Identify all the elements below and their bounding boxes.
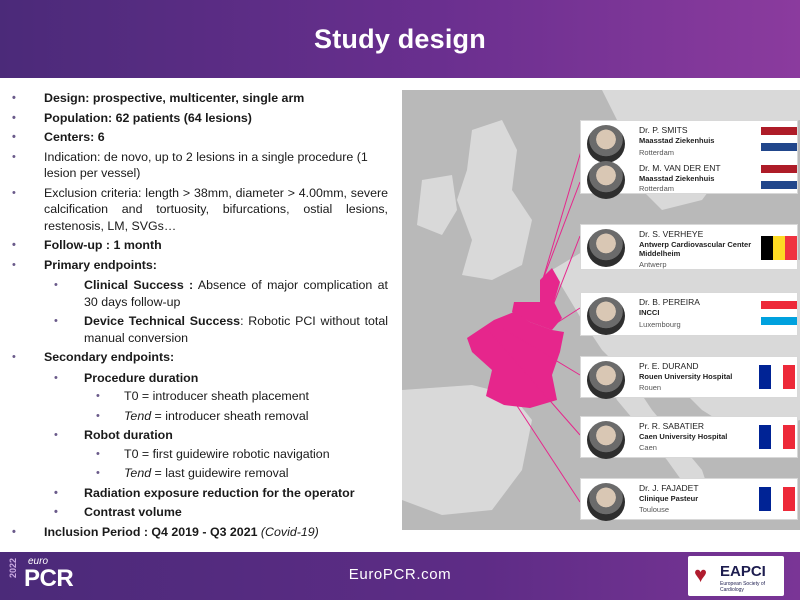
bullet-inclusion bbox=[8, 524, 388, 541]
city: Antwerp bbox=[639, 260, 667, 269]
device-label: Device Technical Success bbox=[84, 314, 241, 328]
robot-duration-label: Robot duration bbox=[84, 428, 173, 442]
investigator-photo bbox=[587, 229, 625, 267]
luxembourg-flag bbox=[761, 301, 797, 325]
bullet-exclusion: • Exclusion criteria: length > 38mm, diameter > 4.00mm, severe calcification and tortuosity, bifurcations, ostial lesions, restenosis, LM, SVGs… bbox=[8, 185, 388, 235]
city: Toulouse bbox=[639, 505, 670, 514]
city: Luxembourg bbox=[639, 320, 681, 329]
city: Rouen bbox=[639, 383, 662, 392]
sub-robot-duration bbox=[44, 427, 388, 482]
sub-device-success bbox=[44, 313, 388, 346]
slide-title: Study design bbox=[314, 23, 486, 54]
inclusion-text: Inclusion Period : Q4 2019 - Q3 2021 bbox=[44, 524, 261, 539]
investigator-name: Dr. B. PEREIRA bbox=[639, 297, 700, 307]
center-card-antwerp bbox=[580, 224, 798, 270]
t0-robot: • T0 = first guidewire robotic navigation bbox=[84, 446, 388, 463]
investigator-photo bbox=[587, 361, 625, 399]
clinical-text: Absence of major complication at 30 days follow-up bbox=[84, 278, 388, 309]
tend-label: Tend bbox=[124, 466, 152, 480]
france-flag bbox=[759, 425, 795, 449]
footer-url[interactable]: EuroPCR.com bbox=[348, 566, 452, 583]
inclusion-note: (Covid-19) bbox=[260, 524, 319, 539]
investigator-name: Dr. M. VAN DER ENT bbox=[639, 163, 721, 173]
eapci-logo bbox=[688, 556, 784, 596]
france-flag bbox=[759, 365, 795, 389]
investigator-photo bbox=[587, 297, 625, 335]
tend-introducer-text: = introducer sheath removal bbox=[151, 408, 309, 423]
institution: Clinique Pasteur bbox=[639, 494, 699, 503]
europcr-logo: PCR bbox=[24, 565, 74, 592]
bullet-population: • Population: 62 patients (64 lesions) bbox=[8, 110, 388, 127]
institution: Rouen University Hospital bbox=[639, 372, 733, 381]
center-card-luxembourg bbox=[580, 292, 798, 336]
study-design-list bbox=[8, 90, 388, 543]
france-flag bbox=[759, 487, 795, 511]
investigator-photo bbox=[587, 161, 625, 199]
secondary-heading: Secondary endpoints: bbox=[44, 350, 175, 364]
sub-contrast: • Contrast volume bbox=[44, 504, 388, 521]
title-bar bbox=[0, 0, 800, 78]
land-uk bbox=[457, 120, 532, 280]
investigator-name: Dr. S. VERHEYE bbox=[639, 229, 704, 239]
netherlands-flag bbox=[761, 165, 797, 189]
center-card-toulouse bbox=[580, 478, 798, 520]
institution: Maasstad Ziekenhuis bbox=[639, 174, 715, 183]
tend-introducer bbox=[84, 408, 388, 425]
city: Caen bbox=[639, 443, 657, 452]
t0-introducer: • T0 = introducer sheath placement bbox=[84, 388, 388, 405]
logo-year: 2022 bbox=[8, 558, 18, 579]
logo-euro: euro bbox=[28, 556, 49, 567]
bullet-centers: • Centers: 6 bbox=[8, 129, 388, 146]
institution: INCCI bbox=[639, 308, 660, 317]
tend-label: Tend bbox=[124, 408, 152, 423]
city: Rotterdam bbox=[639, 148, 675, 157]
sub-procedure-duration bbox=[44, 370, 388, 425]
investigator-photo bbox=[587, 421, 625, 459]
sub-clinical-success bbox=[44, 277, 388, 310]
center-card-rouen bbox=[580, 356, 798, 398]
eapci-subtitle: European Society of Cardiology bbox=[720, 581, 766, 593]
netherlands-flag bbox=[761, 127, 797, 151]
belgium-flag bbox=[761, 236, 797, 260]
bullet-indication: • Indication: de novo, up to 2 lesions in a single procedure (1 lesion per vessel) bbox=[8, 149, 388, 182]
tend-robot bbox=[84, 465, 388, 482]
investigator-name: Pr. R. SABATIER bbox=[639, 421, 705, 431]
investigator-photo bbox=[587, 483, 625, 521]
bullet-design: • Design: prospective, multicenter, single arm bbox=[8, 90, 388, 107]
tend-robot-text: = last guidewire removal bbox=[151, 466, 289, 480]
city: Rotterdam bbox=[639, 184, 675, 193]
heart-icon: ♥ bbox=[694, 562, 708, 587]
land-ireland bbox=[417, 175, 457, 235]
device-text: : Robotic PCI without total manual conversion bbox=[84, 314, 388, 345]
bullet-followup: • Follow-up : 1 month bbox=[8, 237, 388, 254]
clinical-label: Clinical Success : bbox=[84, 278, 194, 292]
sub-radiation: • Radiation exposure reduction for the operator bbox=[44, 485, 388, 502]
institution: Maasstad Ziekenhuis bbox=[639, 136, 715, 145]
investigator-name: Dr. P. SMITS bbox=[639, 125, 688, 135]
investigator-name: Dr. J. FAJADET bbox=[639, 483, 699, 493]
center-card-caen bbox=[580, 416, 798, 458]
institution: Caen University Hospital bbox=[639, 432, 728, 441]
eapci-text: EAPCI bbox=[720, 563, 766, 580]
bullet-secondary bbox=[8, 349, 388, 521]
bullet-primary bbox=[8, 257, 388, 347]
institution: Antwerp Cardiovascular Center Middelheim bbox=[639, 240, 752, 258]
procedure-duration-label: Procedure duration bbox=[84, 370, 199, 385]
center-card-rotterdam bbox=[580, 120, 798, 194]
investigator-photo bbox=[587, 125, 625, 163]
investigator-name: Pr. E. DURAND bbox=[639, 361, 699, 371]
primary-heading: Primary endpoints: bbox=[44, 257, 157, 272]
footer-bar bbox=[0, 552, 800, 600]
